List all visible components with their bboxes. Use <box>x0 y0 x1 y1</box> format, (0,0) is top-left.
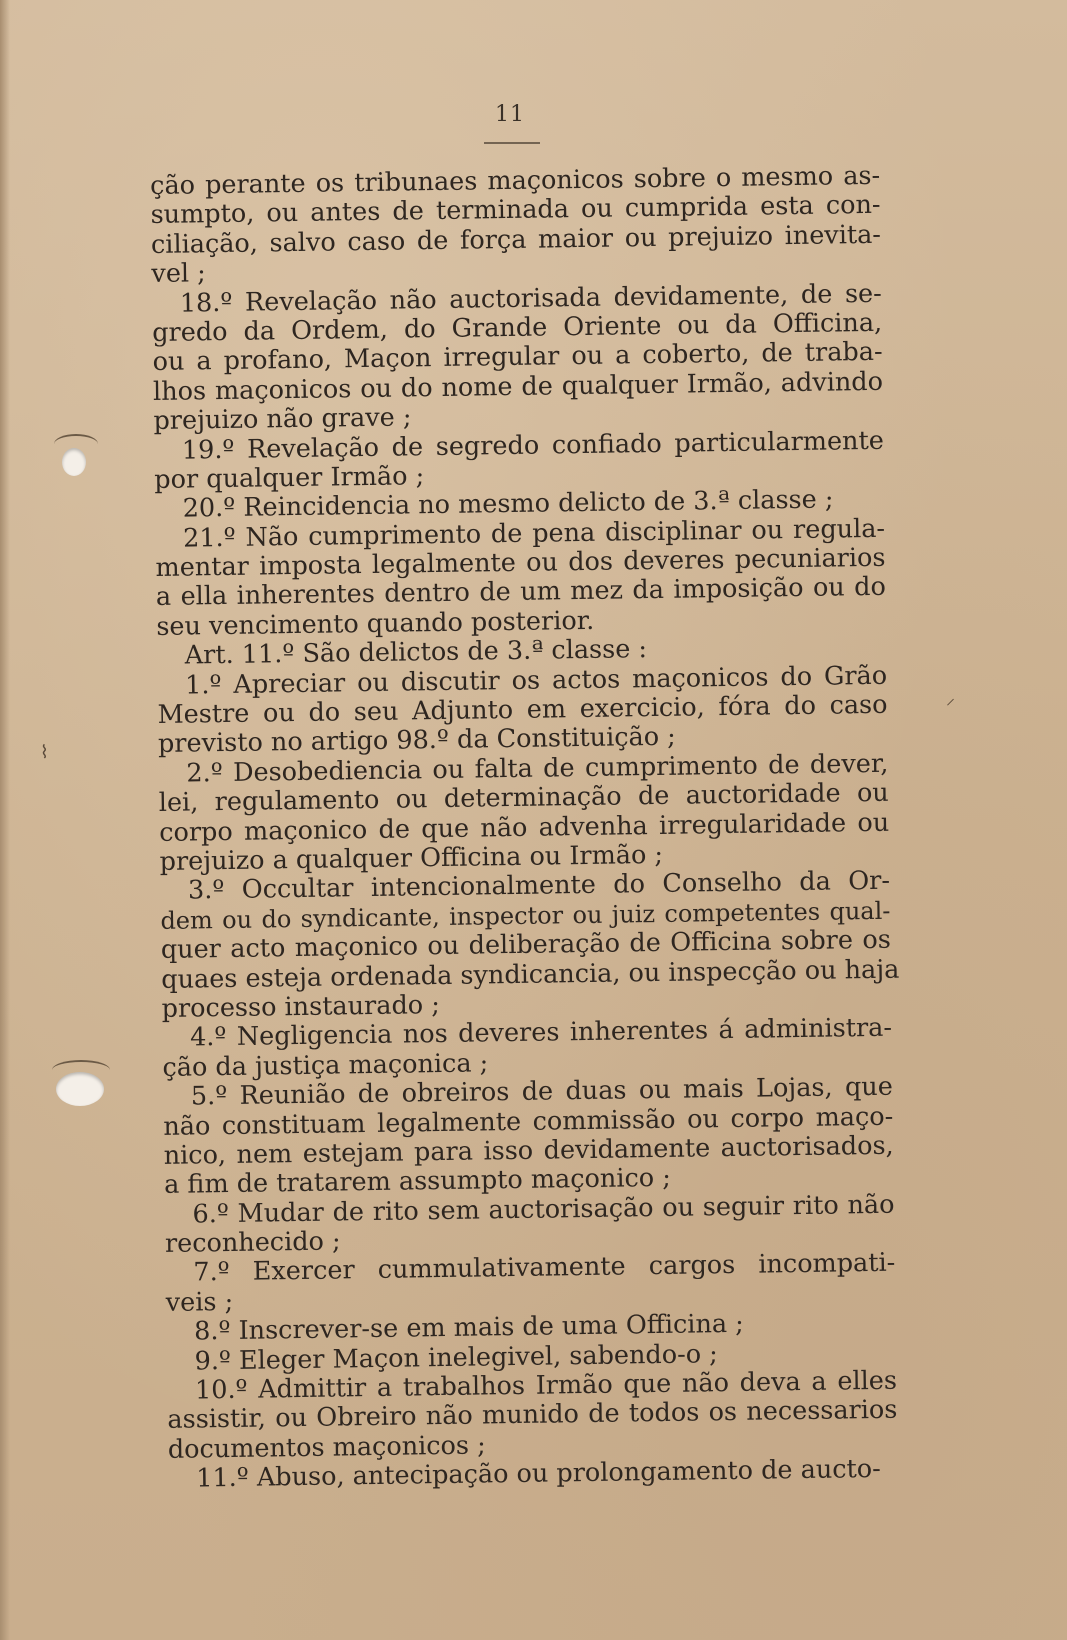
text-line: lei, regulamento ou determinação de auctoridade ou <box>158 777 889 819</box>
binding-hole <box>56 1072 104 1106</box>
text-line: assistir, ou Obreiro não munido de todos os necessarios <box>167 1395 898 1436</box>
text-line: dem ou do syndicante, inspector ou juiz competentes qual- <box>160 896 891 935</box>
text-line: mentar imposta legalmente ou dos deveres pecuniarios <box>155 542 886 584</box>
text-line: 21.º Não cumprimento de pena disciplinar ou regula- <box>182 513 886 554</box>
article-heading: Art. 11.º São delictos de 3.ª classe : <box>184 634 648 671</box>
text-line: ou a profano, Maçon irregular ou a coberto, de traba- <box>152 337 883 378</box>
text-line: ção da justiça maçonica ; <box>162 1048 489 1083</box>
text-line: 9.º Eleger Maçon inelegivel, sabendo-o ; <box>194 1338 718 1377</box>
text-line: reconhecido ; <box>164 1226 341 1259</box>
text-line: ciliação, salvo caso de força maior ou prejuizo inevita- <box>150 219 882 260</box>
text-line: 11.º Abuso, antecipação ou prolongamento de aucto- <box>196 1454 881 1494</box>
text-line: 2.º Desobediencia ou falta de cumprimento de dever, <box>186 748 889 789</box>
text-line: veis ; <box>165 1286 234 1318</box>
text-line: 18.º Revelação não auctorisada devidamente, de se- <box>179 278 882 319</box>
text-line: quaes esteja ordenada syndicancia, ou inspecção ou haja <box>161 954 900 995</box>
page-number: 11 <box>495 102 525 127</box>
text-line: nico, nem estejam para isso devidamente auctorisados, <box>163 1130 894 1171</box>
text-line: sumpto, ou antes de terminada ou cumprida esta con- <box>150 190 881 231</box>
text-line: Mestre ou do seu Adjunto em exercicio, fóra do caso <box>157 689 888 730</box>
text-line: corpo maçonico de que não advenha irregularidade ou <box>159 807 890 848</box>
text-line: a ella inherentes dentro de um mez da imposição ou do <box>155 572 887 613</box>
text-line: 5.º Reunião de obreiros de duas ou mais Lojas, que <box>190 1071 894 1112</box>
text-line: 1.º Apreciar ou discutir os actos maçonicos do Grão <box>184 660 888 701</box>
page-edge-shadow <box>0 0 10 1640</box>
text-line: a fim de tratarem assumpto maçonico ; <box>163 1163 672 1201</box>
text-line: 19.º Revelação de segredo confiado particularmente <box>181 425 885 466</box>
text-line: 3.º Occultar intencionalmente do Conselho da Or- <box>187 866 891 906</box>
text-line: ção perante os tribunaes maçonicos sobre o mesmo as- <box>149 160 881 201</box>
header-rule <box>484 142 540 144</box>
text-line: 8.º Inscrever-se em mais de uma Officina ; <box>193 1309 744 1347</box>
text-line: processo instaurado ; <box>161 989 441 1024</box>
paper-blemish: ⸝ <box>946 688 955 709</box>
paper-blemish: ⌇ <box>40 742 49 763</box>
text-line: 20.º Reincidencia no mesmo delicto de 3.ª classe ; <box>182 484 834 524</box>
body-text <box>150 162 898 1495</box>
text-line: previsto no artigo 98.º da Constituição ; <box>157 722 676 760</box>
text-line: seu vencimento quando posterior. <box>156 605 595 642</box>
text-line: quer acto maçonico ou deliberação de Officina sobre os <box>160 924 892 966</box>
text-line: 4.º Negligencia nos deveres inherentes á administra- <box>189 1013 893 1053</box>
text-line: prejuizo a qualquer Officina ou Irmão ; <box>159 839 664 877</box>
text-line: 7.º Exercer cummulativamente cargos incompati- <box>193 1248 896 1288</box>
text-line: documentos maçonicos ; <box>167 1430 486 1465</box>
text-line: 6.º Mudar de rito sem auctorisação ou seguir rito não <box>192 1189 895 1230</box>
text-line: lhos maçonicos ou do nome de qualquer Irmão, advindo <box>152 366 884 407</box>
binding-hole <box>62 448 86 476</box>
text-line: prejuizo não grave ; <box>153 402 412 437</box>
text-line: 10.º Admittir a trabalhos Irmão que não deva a elles <box>194 1365 898 1406</box>
text-line: vel ; <box>151 258 206 290</box>
text-line: gredo da Ordem, do Grande Oriente ou da Officina, <box>152 307 883 348</box>
text-line: não constituam legalmente commissão ou corpo maço- <box>163 1101 894 1142</box>
text-line: por qualquer Irmão ; <box>154 461 425 495</box>
